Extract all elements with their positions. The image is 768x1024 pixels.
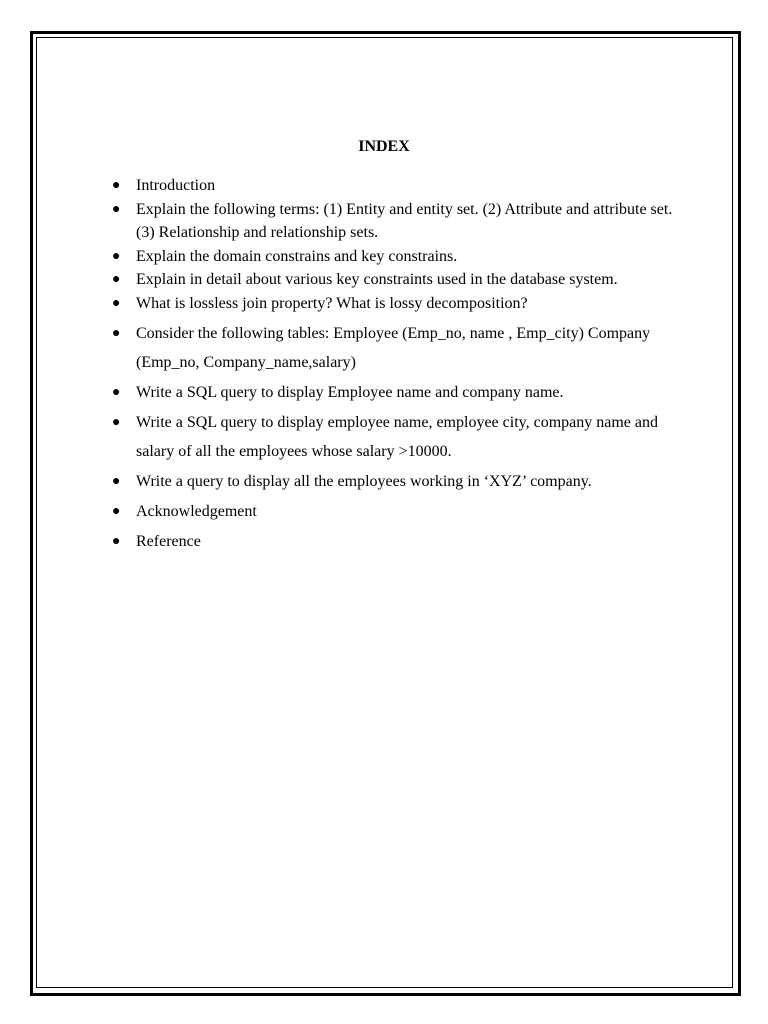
bullet-icon: ●	[112, 295, 121, 311]
list-item-text: Explain the domain constrains and key constrains.	[136, 247, 458, 265]
bullet-icon: ●	[112, 474, 121, 489]
list-item	[112, 245, 682, 269]
list-item	[112, 467, 682, 496]
list-item-text: What is lossless join property? What is lossy decomposition?	[136, 294, 528, 312]
index-list	[112, 174, 682, 556]
bullet-icon: ●	[112, 248, 121, 264]
list-item-text: Consider the following tables: Employee (Emp_no, name , Emp_city) Company (Emp_no, Company_name,salary)	[136, 325, 651, 371]
list-item	[112, 497, 682, 526]
bullet-icon: ●	[112, 385, 121, 400]
list-item-text: Write a SQL query to display employee name, employee city, company name and salary of all the employees whose salary >10000.	[136, 414, 658, 460]
bullet-icon: ●	[112, 415, 121, 430]
list-item-text: Write a SQL query to display Employee name and company name.	[136, 384, 564, 401]
list-item	[112, 268, 682, 292]
list-item-text: Explain the following terms: (1) Entity and entity set. (2) Attribute and attribute set. (3) Relationship and relationship sets.	[136, 200, 673, 241]
bullet-icon: ●	[112, 272, 121, 287]
bullet-icon: ●	[112, 178, 121, 193]
list-item	[112, 292, 682, 316]
list-item	[112, 378, 682, 407]
list-item-text: Write a query to display all the employees working in ‘XYZ’ company.	[136, 473, 592, 490]
list-item	[112, 174, 682, 198]
list-item	[112, 408, 682, 466]
bullet-icon: ●	[112, 534, 121, 549]
list-item-text: Reference	[136, 533, 201, 550]
list-item	[112, 198, 682, 245]
bullet-icon: ●	[112, 504, 121, 519]
list-item-text: Introduction	[136, 177, 216, 194]
list-item	[112, 319, 682, 377]
bullet-icon: ●	[112, 201, 121, 217]
list-item	[112, 527, 682, 556]
page-title: INDEX	[358, 138, 410, 155]
list-item-text: Explain in detail about various key constraints used in the database system.	[136, 271, 618, 288]
bullet-icon: ●	[112, 326, 121, 341]
list-item-text: Acknowledgement	[136, 503, 257, 520]
